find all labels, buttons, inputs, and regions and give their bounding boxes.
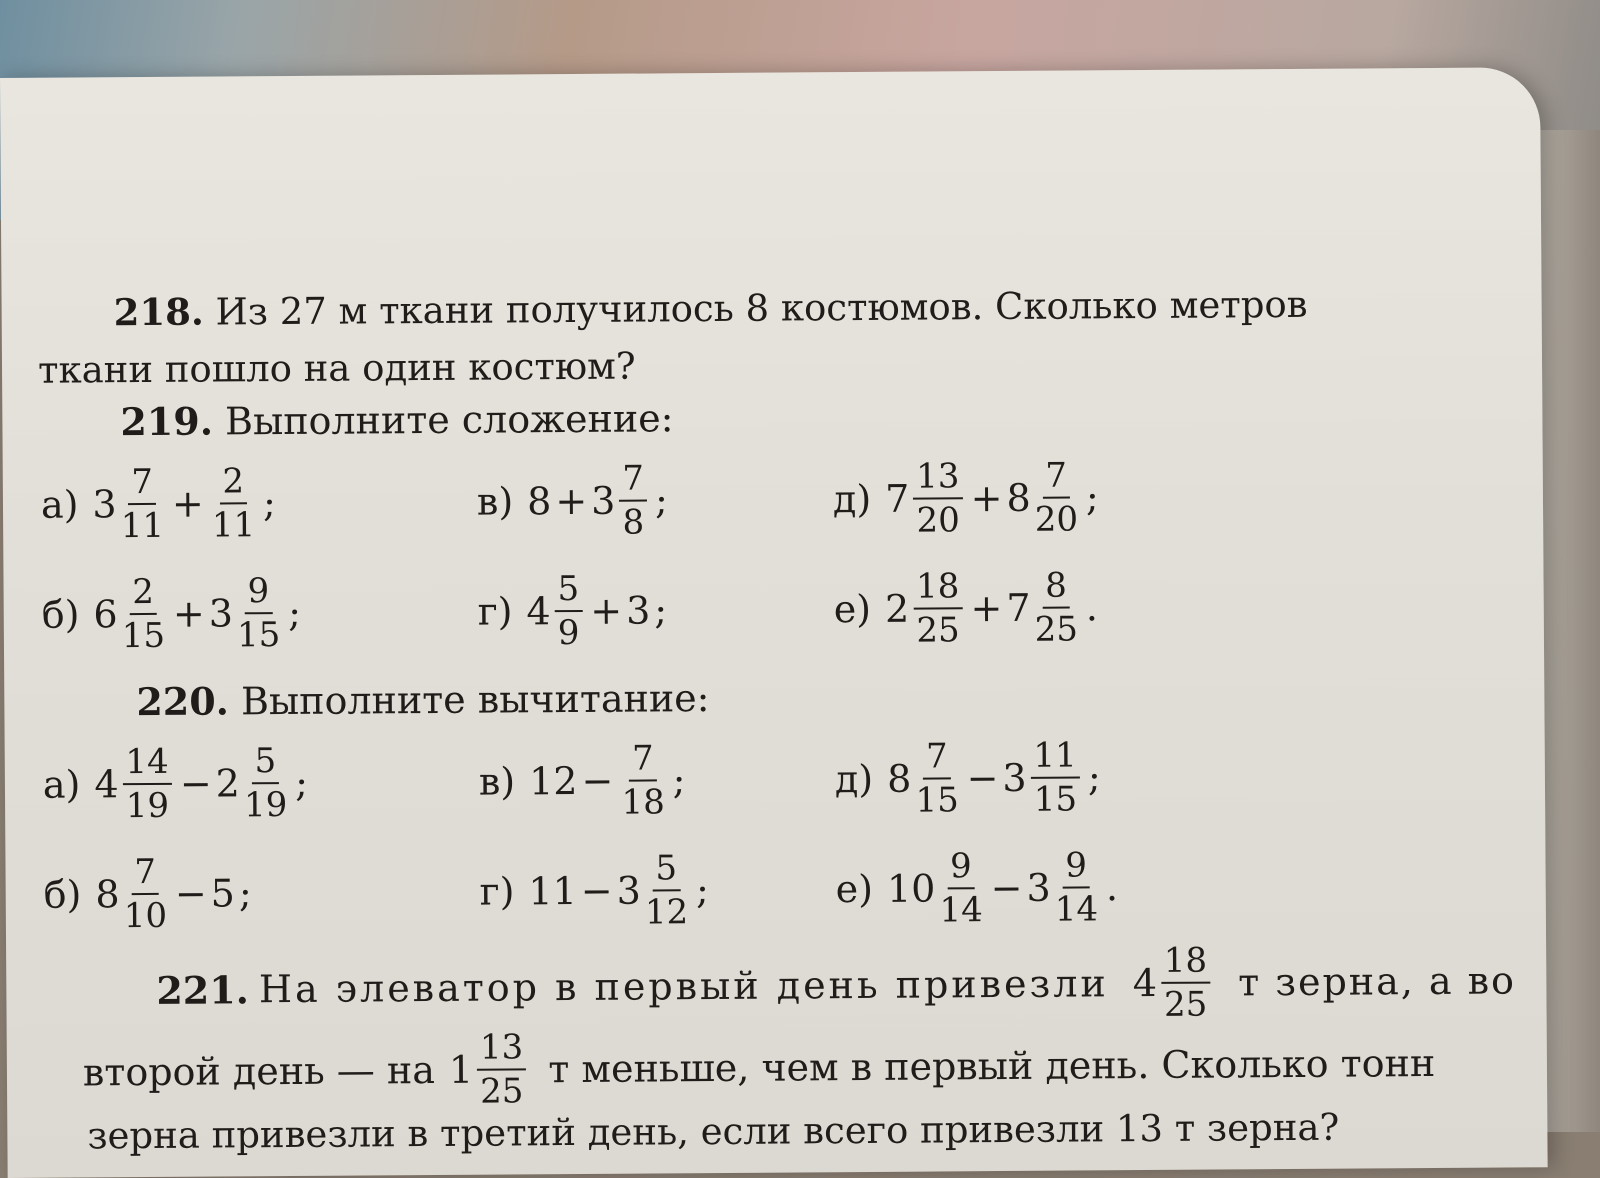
problem-219-heading [120, 395, 673, 445]
frac-numerator: 5 [652, 850, 680, 891]
problem-221-frac2-whole: 1 [448, 1047, 474, 1092]
operator: ; [262, 481, 276, 526]
problem-221-line3 [87, 1105, 1339, 1160]
operator: + [555, 478, 588, 524]
frac-numerator: 7 [923, 738, 951, 779]
operator: . [1105, 865, 1119, 910]
frac-numerator: 11 [1030, 737, 1080, 778]
operator: + [172, 591, 205, 636]
item-label: б) [41, 592, 80, 637]
problem-221-text-2a: второй день — на [82, 1047, 436, 1095]
problem-219-number: 219. [120, 398, 214, 445]
number: 11 [528, 868, 577, 914]
operator: ; [654, 588, 668, 633]
operator: + [970, 476, 1003, 521]
frac-denominator: 25 [1034, 609, 1079, 650]
fraction [1034, 455, 1079, 540]
mixed-whole: 8 [95, 872, 120, 917]
frac-denominator: 10 [123, 895, 168, 937]
operator: ; [672, 758, 686, 803]
problem-221-text-3: зерна привезли в третий день, если всего привезли 13 т зерна? [87, 1105, 1340, 1158]
frac-denominator: 14 [1054, 889, 1099, 930]
fraction [913, 566, 963, 651]
mixed-whole: 3 [208, 591, 234, 636]
operator: − [580, 868, 613, 913]
number: 5 [210, 871, 236, 916]
frac-numerator: 13 [477, 1029, 527, 1070]
item-label: а) [42, 762, 81, 807]
problem-220-title: Выполните вычитание: [240, 676, 710, 724]
mixed-whole: 3 [616, 868, 641, 913]
frac-denominator: 11 [211, 505, 256, 546]
problem-218-number: 218. [113, 289, 204, 335]
problem-220-heading [136, 675, 709, 725]
number: 8 [527, 479, 552, 524]
problem-218-text-2: ткани пошло на один костюм? [37, 344, 636, 392]
item-label: г) [477, 589, 513, 634]
problem-218-line2 [38, 344, 636, 394]
fraction [913, 456, 963, 541]
problem-219-title: Выполните сложение: [224, 396, 674, 444]
item-label: б) [43, 872, 82, 917]
operator: − [966, 756, 999, 801]
item-label: д) [834, 756, 874, 802]
fraction [236, 571, 281, 656]
fraction [554, 568, 582, 654]
item-label: в) [478, 759, 516, 804]
textbook-page [0, 67, 1548, 1178]
frac-numerator: 18 [913, 568, 963, 609]
frac-numerator: 18 [1161, 943, 1211, 984]
item-label: в) [476, 479, 514, 524]
mixed-whole: 2 [215, 761, 241, 806]
problem-221-frac1-whole: 4 [1132, 960, 1158, 1006]
frac-numerator: 2 [219, 463, 247, 504]
frac-numerator: 2 [129, 574, 157, 615]
frac-numerator: 5 [554, 571, 582, 612]
frac-numerator: 5 [251, 743, 279, 784]
mixed-whole: 8 [1006, 475, 1031, 520]
operator: − [179, 761, 212, 806]
item-label: г) [479, 869, 515, 914]
frac-denominator: 9 [557, 612, 580, 654]
frac-numerator: 13 [913, 458, 963, 499]
fraction [120, 461, 165, 547]
fraction [621, 738, 665, 823]
problem-221-text-1a: На элеватор в первый день привезли [258, 961, 1109, 1012]
problem-218-text-1: Из 27 м ткани получилось 8 костюмов. Сколько метров [215, 282, 1308, 334]
operator: ; [238, 871, 252, 916]
mixed-whole: 4 [94, 762, 119, 807]
frac-denominator: 11 [120, 505, 165, 547]
operator: ; [695, 868, 710, 913]
frac-denominator: 19 [243, 785, 288, 826]
fraction [1034, 565, 1079, 650]
fraction [122, 741, 172, 827]
frac-denominator: 25 [1163, 984, 1208, 1025]
mixed-whole: 2 [884, 586, 910, 631]
item-label: е) [835, 866, 874, 912]
frac-numerator: 7 [1042, 458, 1070, 499]
operator: ; [1085, 475, 1099, 520]
mixed-whole: 3 [591, 478, 616, 523]
mixed-whole: 10 [886, 866, 936, 911]
operator: ; [1087, 755, 1101, 800]
problem-221-text-2b: т меньше, чем в первый день. Сколько тонн [548, 1041, 1436, 1092]
operator: + [590, 588, 623, 633]
mixed-whole: 6 [93, 592, 118, 637]
fraction [939, 846, 983, 931]
frac-numerator: 7 [619, 460, 647, 501]
mixed-whole: 7 [885, 476, 910, 521]
operator: − [990, 865, 1023, 911]
mixed-whole: 4 [526, 589, 551, 634]
fraction [619, 458, 647, 543]
mixed-whole: 3 [1002, 755, 1027, 801]
frac-denominator: 15 [121, 615, 166, 657]
operator: − [174, 871, 207, 916]
item-label: е) [833, 586, 872, 632]
problem-221-text-1b: т зерна, а во [1238, 958, 1517, 1005]
fraction [1054, 845, 1099, 930]
mixed-whole: 3 [1026, 865, 1051, 910]
frac-denominator: 12 [644, 892, 689, 933]
frac-denominator: 14 [939, 890, 983, 931]
number: 12 [528, 758, 578, 804]
fraction [123, 851, 168, 937]
fraction [1030, 735, 1080, 820]
frac-denominator: 8 [622, 502, 645, 543]
frac-denominator: 20 [916, 500, 960, 541]
operator: + [171, 481, 204, 526]
frac-denominator: 15 [236, 615, 281, 656]
problem-221-number: 221. [156, 966, 250, 1013]
frac-denominator: 19 [125, 785, 170, 827]
problem-221-frac2 [477, 1027, 527, 1112]
frac-numerator: 9 [1062, 847, 1090, 888]
fraction [915, 736, 959, 821]
mixed-whole: 3 [92, 482, 117, 527]
number: 3 [625, 588, 651, 633]
frac-denominator: 15 [915, 780, 959, 821]
frac-denominator: 18 [621, 782, 665, 823]
frac-denominator: 20 [1034, 499, 1079, 540]
mixed-whole: 7 [1006, 585, 1031, 630]
frac-denominator: 15 [1033, 779, 1078, 820]
fraction [211, 461, 256, 546]
operator: + [970, 586, 1003, 631]
frac-numerator: 9 [244, 573, 272, 614]
frac-denominator: 25 [480, 1071, 524, 1112]
mixed-whole: 8 [886, 756, 912, 801]
operator: ; [288, 590, 302, 636]
operator: ; [654, 478, 669, 523]
frac-numerator: 8 [1042, 568, 1070, 609]
problem-220-number: 220. [136, 678, 230, 725]
operator: ; [295, 760, 309, 805]
frac-numerator: 14 [122, 744, 172, 785]
operator: − [581, 758, 614, 803]
item-label: а) [40, 482, 79, 527]
frac-denominator: 25 [916, 610, 960, 651]
fraction [644, 848, 689, 933]
item-label: д) [832, 476, 872, 522]
operator: . [1085, 585, 1099, 630]
fraction [243, 741, 288, 826]
frac-numerator: 9 [947, 848, 975, 889]
problem-218-line1 [113, 281, 1307, 336]
frac-numerator: 7 [128, 464, 156, 505]
frac-numerator: 7 [629, 740, 657, 781]
fraction [121, 571, 166, 657]
frac-numerator: 7 [131, 854, 159, 895]
